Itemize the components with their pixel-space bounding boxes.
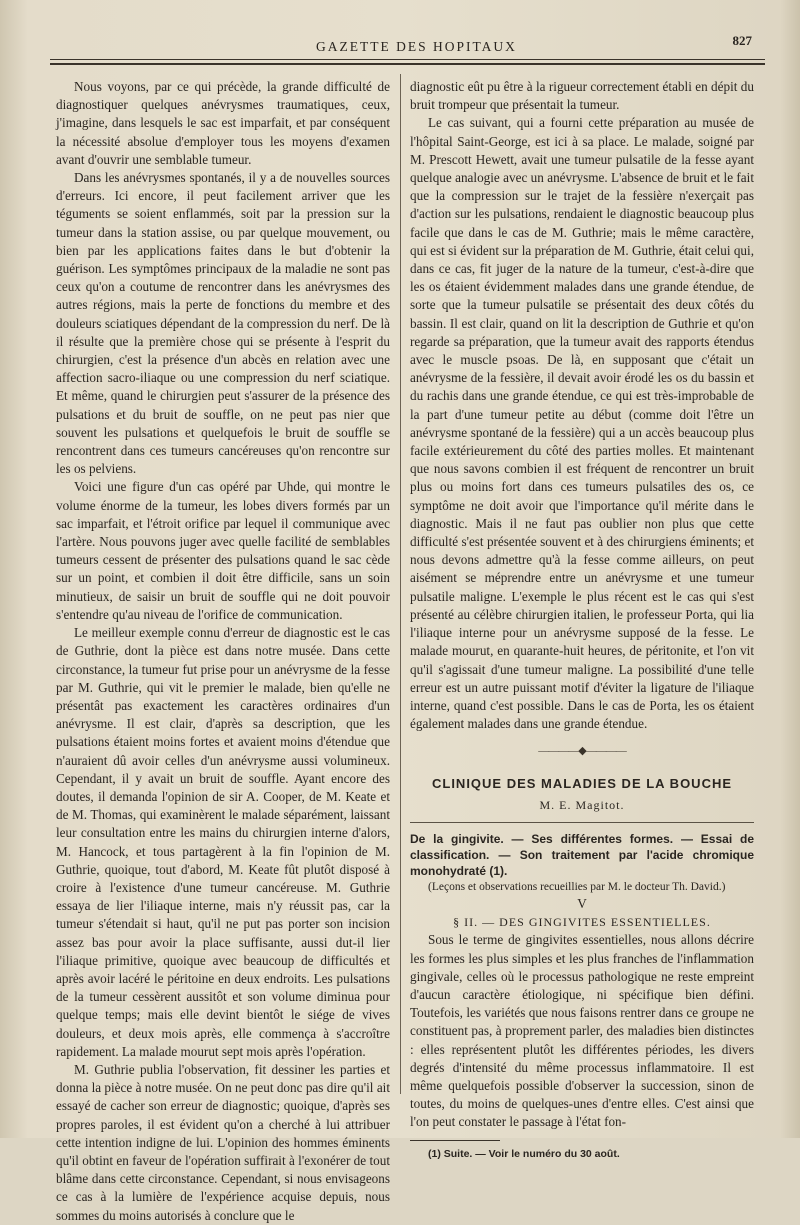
header-rule-thick [50,63,765,65]
right-column [410,78,754,1163]
roman-numeral: V [577,895,587,911]
page-header [60,33,760,60]
running-title: GAZETTE DES HOPITAUX [316,39,517,54]
section-title: CLINIQUE DES MALADIES DE LA BOUCHE [431,775,733,791]
paragraph: Sous le terme de gingivites essentielles, nous allons décrire les formes les plus simples et les plus franches de l'inflammation gingivale, celles où le processus pathologique ne reste empreint d'aucun caractère étiologique, ni spécifique bien défini. Toutefois, les variétés que nous faisons rentrer dans ce groupe ne constituent pas, à proprement parler, des maladies bien distinctes : elles représentent plutôt les différentes périodes, les divers degrés d'intensité du même processus inflammatoire. Il est même quelquefois possible d'observer la succession, sinon de toutes, du moins de quelques-unes d'entre elles. C'est ainsi que l'on peut constater le passage à l'état fon- [410,932,754,1130]
page-number: 827 [732,33,752,48]
lecture-note: (Leçons et observations recueillies par M. le docteur Th. David.) [428,880,726,893]
paragraph: Voici une figure d'un cas opéré par Uhde, qui montre le volume énorme de la tumeur, les lobes divers formés par un sac imparfait, et l'étroit orifice par lequel il communique avec l'artère. Nous pouvons juger avec quelle facilité de semblables tumeurs cessent de présenter des pulsations quand le sac cède sur un point, et combien il doit être difficile, sans un soin minutieux, de saisir un bruit de souffle qui ne doit pouvoir s'entendre qu'au niveau de l'orifice de communication. [56,479,390,622]
section-author: M. E. Magitot. [539,797,625,812]
left-column [56,78,390,1225]
column-divider [400,74,401,1094]
footnote-rule [410,1140,500,1141]
section-ornament: ————◆———— [538,745,626,758]
paragraph: M. Guthrie publia l'observation, fit dessiner les parties et donna la pièce à notre musée. On ne peut donc pas dire qu'il ait essayé de cacher son erreur de diagnostic; quoique, d'après ses propres paroles, il est évident qu'on a cherché à lui attribuer cette intention indigne de lui. L'opinion des hommes éminents qu'il obtint en faveur de l'opération suffirait à l'exonérer de tout blâme dans cette circonstance. Cependant, si nous envisageons ce cas à la lumière de l'expérience acquise depuis, nous sommes du moins autorisés à conclure que le [56,1061,390,1223]
article-heading: De la gingivite. — Ses différentes formes. — Essai de classification. — Son traitement par l'acide chromique monohydraté (1). [410,831,754,878]
paragraph: Dans les anévrysmes spontanés, il y a de nouvelles sources d'erreurs. Ici encore, il peut facilement arriver que les téguments se soient enflammés, soit par la pression sur la tumeur dans la station assise, ou par quelque mouvement, ou bien par les applications faites dans le but d'obtenir la guérison. Les symptômes principaux de la maladie ne sont pas ceux qu'on a coutume de rencontrer dans les anévrysmes des autres régions, mais la perte de fonctions du membre et des douleurs sciatiques dépendant de la compression du nerf. De là il résulte que la première chose qui se présente à l'esprit du chirurgien, c'est la présence d'un abcès en relation avec une affection sacro-iliaque ou une compression du nerf sciatique. Et même, quand le chirurgien peut s'assurer de la présence des pulsations et du bruit de souffle, on ne peut pas nier que souvent les pulsations et quelquefois le bruit de souffle se rencontrent dans ces tumeurs cancéreuses qu'on rencontre sur les os pelviens. [56,170,390,477]
footnote: (1) Suite. — Voir le numéro du 30 août. [428,1147,620,1160]
paragraph: Le meilleur exemple connu d'erreur de diagnostic est le cas de Guthrie, dont la pièce est dans notre musée. Dans cette circonstance, la tumeur fut prise pour un anévrysme de la fesse par M. Guthrie, qui vit le premier le malade, bien qu'elle ne présentât pas exactement les caractères ordinaires d'un anévrysme. Il est clair, d'après sa description, que les pulsations étaient moins fortes et avaient moins d'étendue que n'auraient dû avoir celles d'un anévrysme aussi volumineux. Cependant, il y avait un bruit de souffle. Ayant encore des doutes, il demanda l'opinion de sir A. Cooper, de M. Keate et de M. Thomas, qui examinèrent le malade séparément, laissant leur consultation entre les mains du chirurgien interne d'alors, M. Hancock, et tous partagèrent à la fin l'opinion de M. Guthrie, quoique, tout d'abord, M. Keate fût plutôt disposé à croire à l'existence d'une tumeur cancéreuse. M. Guthrie essaya de lier l'iliaque interne, mais n'y réussit pas, car la tumeur s'étendait si haut, qu'il ne put pas porter son incision assez bas pour avoir la place suffisante, aussi dut-il lier l'iliaque primitive, quoique avec beaucoup de difficultés et après avoir lacéré le péritoine en deux endroits. Les pulsations de la tumeur cessèrent aussitôt et son volume diminua pour quelque temps; mais elle devint bientôt le siége de vives douleurs, et deux mois après, elle commença à s'accroître rapidement. La malade mourut sept mois après l'opération. [56,625,390,1059]
paragraph: diagnostic eût pu être à la rigueur correctement établi en dépit du bruit trompeur que présentait la tumeur. [410,79,754,113]
subsection-heading: § II. — DES GINGIVITES ESSENTIELLES. [453,915,711,930]
paragraph: Le cas suivant, qui a fourni cette préparation au musée de l'hôpital Saint-George, est ici à sa place. Le malade, soigné par M. Prescott Hewett, avait une tumeur pulsatile de la fesse ayant quelque analogie avec un anévrysme. L'absence de bruit et le fait que la compression sur le trajet de la fessière n'exerçait pas d'action sur les pulsations, rendaient le diagnostic beaucoup plus facile que dans le cas de M. Guthrie; mais le même caractère, qui est si évident sur la préparation de M. Guthrie, était celui qui, dans ce cas, fit juger de la nature de la tumeur, c'est-à-dire que les os étaient évidemment malades dans une grande étendue, de sorte que la tumeur pulsatile se présentait des deux côtés du bassin. Il est clair, quand on lit la description de Guthrie et qu'on regarde sa préparation, que la tumeur avait des rapports étendus avec le muscle psoas. De là, en supposant que c'était un anévrysme de la fessière, il devait avoir érodé les os du bassin et du rachis dans une grande étendue, ce qui est très-improbable de la part d'une tumeur petite au début (comme doit l'être un anévrysme spontané de la fessière) qui a un accès beaucoup plus facile extérieurement du côté des parties molles. Et maintenant que nous savons combien il est fréquent de rencontrer un bruit plus ou moins fort dans ces tumeurs pulsatiles des os, ce symptôme ne doit avoir que l'importance qu'il mérite dans le diagnostic. Mais il ne faut pas oublier non plus que cette difficulté s'est présentée souvent et à des chirurgiens éminents; et nous devons admettre qu'à la fesse comme ailleurs, on peut aisément se méprendre entre un anévrysme et une tumeur pulsatile maligne. L'exemple le plus récent est le cas qui s'est présenté au célèbre chirurgien italien, le professeur Porta, qui lia l'iliaque interne pour un anévrysme supposé de la fesse. Le malade mourut, en quarante-huit heures, de péritonite, et l'on vit qu'il s'agissait d'une tumeur maligne. La possibilité d'une telle erreur est un autre puissant motif d'éviter la ligature de l'iliaque interne, quand c'est possible. Dans le cas de Porta, les os étaient également malades dans une grande étendue. [410,115,754,732]
header-rule [50,59,765,60]
section-rule [410,822,754,823]
paragraph: Nous voyons, par ce qui précède, la grande difficulté de diagnostiquer quelques anévrysmes traumatiques, ceux, j'imagine, dans lesquels le sac est imparfait, et par conséquent la nécessité absolue d'employer tous les moyens d'examen avant d'ouvrir une semblable tumeur. [56,79,390,167]
